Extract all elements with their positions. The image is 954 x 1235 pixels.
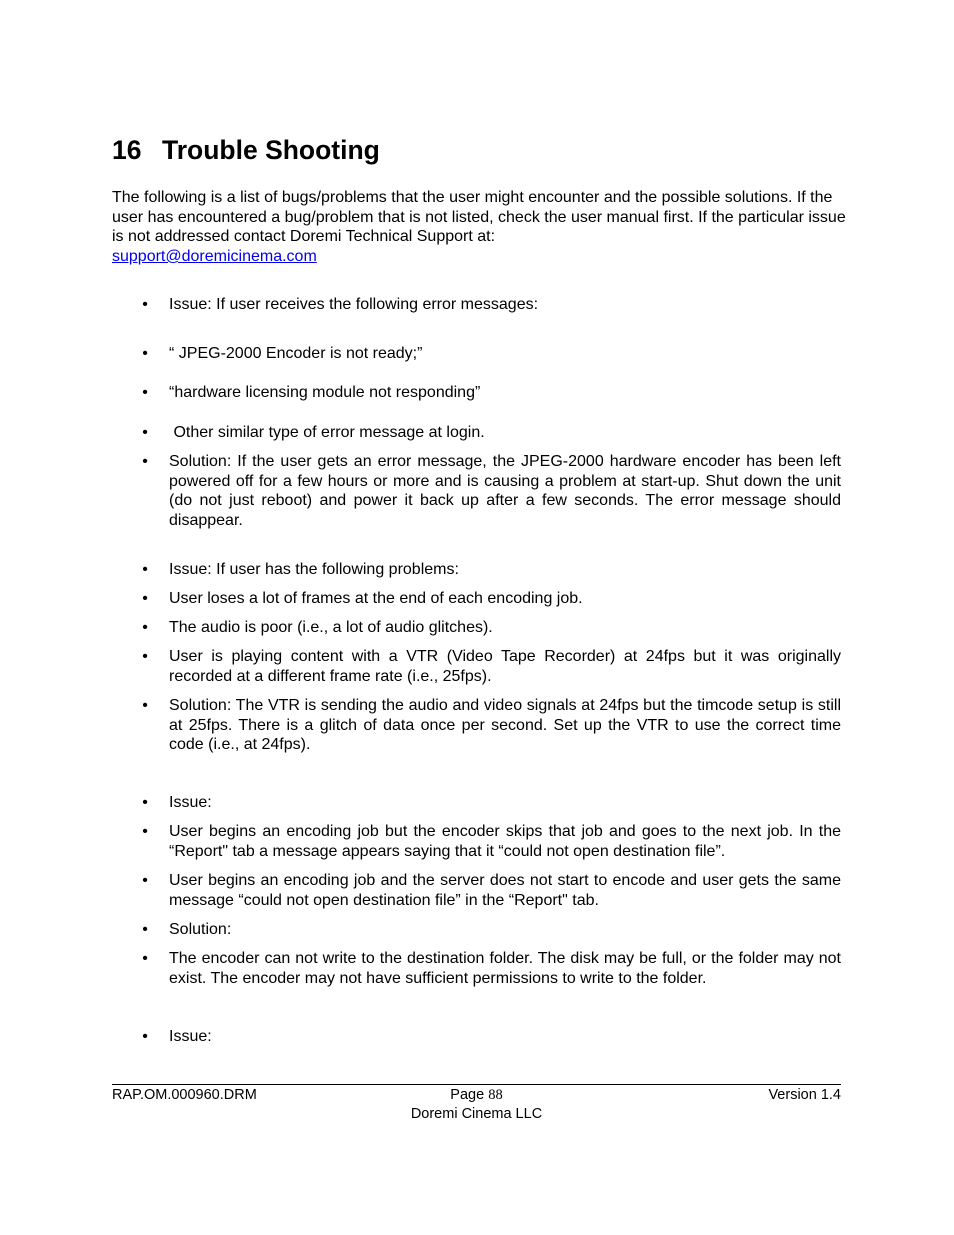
- list-item-text: User begins an encoding job and the server does not start to encode and user gets the same message “could not open destination file” in the “Report" tab.: [169, 872, 841, 909]
- list-item-text: Other similar type of error message at login.: [169, 424, 485, 441]
- list-item-text: “hardware licensing module not responding”: [169, 384, 481, 401]
- bullet: •: [142, 921, 148, 938]
- bullet: •: [142, 648, 148, 665]
- bullet: •: [142, 345, 148, 362]
- footer-divider: [112, 1084, 841, 1085]
- list-item-text: User loses a lot of frames at the end of each encoding job.: [169, 590, 583, 607]
- list-item-text: Issue: If user has the following problems:: [169, 561, 459, 578]
- section-heading: [112, 134, 380, 166]
- list-item-text: Issue: If user receives the following error messages:: [169, 296, 539, 313]
- list-item-text: Issue:: [169, 794, 212, 811]
- bullet: •: [142, 384, 148, 401]
- section-number: 16: [112, 135, 142, 165]
- list-item-text: “ JPEG-2000 Encoder is not ready;”: [169, 345, 423, 362]
- bullet: •: [142, 823, 148, 840]
- version-label: Version 1.4: [768, 1087, 841, 1103]
- list-item-text: User is playing content with a VTR (Video Tape Recorder) at 24fps but it was originally recorded at a different frame rate (i.e., 25fps).: [169, 648, 841, 685]
- intro-text: The following is a list of bugs/problems that the user might encounter and the possible solutions. If the user has encountered a bug/problem that is not listed, check the user manual first. If the particular issue is not addressed contact Doremi Technical Support at:: [112, 189, 846, 246]
- page-number: 88: [488, 1087, 503, 1103]
- bullet: •: [142, 453, 148, 470]
- list-item-text: Issue:: [169, 1028, 212, 1045]
- page-label: Page: [450, 1087, 485, 1103]
- list-item-text: The encoder can not write to the destination folder. The disk may be full, or the folder may not exist. The encoder may not have sufficient permissions to write to the folder.: [169, 950, 841, 987]
- bullet: •: [142, 794, 148, 811]
- bullet: •: [142, 561, 148, 578]
- support-email-link[interactable]: support@doremicinema.com: [112, 248, 317, 266]
- bullet: •: [142, 424, 148, 441]
- list-item-text: Solution:: [169, 921, 232, 938]
- bullet: •: [142, 590, 148, 607]
- list-item-text: The audio is poor (i.e., a lot of audio glitches).: [169, 619, 493, 636]
- list-item-text: Solution: The VTR is sending the audio and video signals at 24fps but the timcode setup is still at 25fps. There is a glitch of data once per second. Set up the VTR to use the correct time code (i.e., at 24fps).: [169, 697, 841, 754]
- company-name: Doremi Cinema LLC: [410, 1106, 543, 1122]
- list-item-text: Solution: If the user gets an error message, the JPEG-2000 hardware encoder has been left powered off for a few hours or more and is causing a problem at start-up. Shut down the unit (do not just reboot) and power it back up after a few seconds. The error message should disappear.: [169, 453, 841, 530]
- list-item-text: User begins an encoding job but the encoder skips that job and goes to the next job. In the “Report" tab a message appears saying that it “could not open destination file”.: [169, 823, 841, 860]
- document-id: RAP.OM.000960.DRM: [112, 1087, 257, 1103]
- bullet: •: [142, 1028, 148, 1045]
- bullet: •: [142, 872, 148, 889]
- bullet: •: [142, 697, 148, 714]
- bullet: •: [142, 619, 148, 636]
- section-title: Trouble Shooting: [162, 135, 380, 165]
- bullet: •: [142, 950, 148, 967]
- page-indicator: [112, 1086, 841, 1104]
- intro-paragraph: [112, 188, 847, 267]
- bullet: •: [142, 296, 148, 313]
